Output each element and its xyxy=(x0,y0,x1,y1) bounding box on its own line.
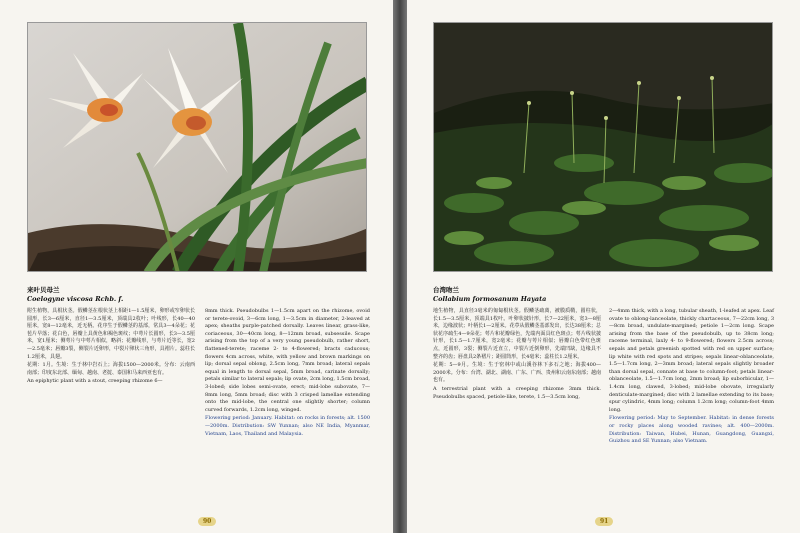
flowering-habitat-paragraph: Flowering period: May to September. Habitat: in dense forests or rocky places along wooded ravines; alt. 400—2000m. Distribution: Taiwan, Hubei, Hunan, Guangdong, Guangxi, Guizhou and SE Yunnan; also Vietnam. xyxy=(609,415,774,445)
orchid-flower-photo xyxy=(27,22,367,272)
species-latin-name: Coelogyne viscosa Rchb. f. xyxy=(27,295,124,303)
book-gutter xyxy=(393,0,407,533)
description-paragraph: 地生植物，具直径3毫米的匍匐根状茎。假鳞茎疏离，被膜质鞘，圆柱状，长1.5—3.5厘米，顶端具1枚叶。叶卵状披针形，长7—22厘米，宽3—8厘米，边缘波状；叶柄长1—2厘米。花葶从假鳞茎基部发出，长达38厘米；总状花序疏生4—9朵花；萼片和花瓣绿色，先端内面具红色斑点；萼片线状披针形，长1.5—1.7厘米，宽2毫米；花瓣与萼片相似；唇瓣白色带红色斑点，近圆形，3裂；侧裂片近直立，中裂片近倒卵形，先端凹缺，边缘具不整齐的齿；唇盘具2条褶片；距圆筒形，长4毫米；蕊柱长1.2厘米。 xyxy=(433,308,601,360)
forest-floor-illustration xyxy=(434,23,773,272)
phenology-paragraph: 花期：1月。生境：生于林中岩石上；海拔1500—2000米。分布：云南西南部；印度东北部、缅甸、越南、老挝、泰国和马来西亚也有。 xyxy=(27,362,195,376)
orchid-habitat-photo xyxy=(433,22,773,272)
description-column-chinese xyxy=(433,308,601,402)
english-description: 8mm thick. Pseudobulbs 1—1.5cm apart on the rhizome, ovoid or terete-ovoid, 3—6cm long, 1—3.5cm in diameter, 2-leaved at apex; sheaths purple-patched dorsally. Leaves linear, grass-like, coriaceous, 30—40cm long, 8—12mm broad, subsessile. Scape arising from the top of a very young pseudobulb, rather short, flattened-terete; raceme 2- to 4-flowered; bracts caducous; flowers 4cm across, white, with yellow and brown markings on lip; dorsal sepal oblong, 2.5cm long, 7mm broad; lateral sepals equal in length to dorsal sepal, 5mm broad, carinate dorsally; petals similar to lateral sepals; lip ovate, 2cm long, 1.5cm broad, 3-lobed; side lobes semi-ovate, erect; mid-lobe subovate, 7—8mm long, 5mm broad; disc with 3 crisped lamellae extending onto the mid-lobe, the central one slightly shorter; column curved forwards, 1.2cm long, winged. xyxy=(205,308,370,413)
orchid-flower-illustration xyxy=(28,23,367,272)
english-description-start: An epiphytic plant with a stout, creeping rhizome 6— xyxy=(27,378,163,385)
english-description-start: A terrestrial plant with a creeping rhizome 3mm thick. Pseudobulbs spaced, petiole-like, terete, 1.5—3.5cm long, xyxy=(433,385,601,400)
left-page xyxy=(0,0,393,533)
species-chinese-name: 来叶贝母兰 xyxy=(27,286,60,294)
page-number: 90 xyxy=(198,517,216,526)
english-description: 2—4mm thick, with a long, tubular sheath, 1-leafed at apex. Leaf ovate to oblong-lanceolate, thickly chartaceous, 7—22cm long, 3—8cm broad, undulate-margined; petiole 1—2cm long. Scape arising from the base of the pseudobulb, up to 38cm long; raceme terminal, laxly 4- to 9-flowered; flowers 2.5cm across; sepals and petals greenish spotted with red on upper surface; lip white with red spots and stripes; sepals linear-oblanceolate, 1.5—1.7cm long, 2—3mm broad; lateral sepals slightly broader than dorsal sepal, connate at base to column-foot; petals linear-oblanceolate, 1.5—1.7cm long, 2mm broad; lip suborbicular, 1—1.4cm long, clawed, 3-lobed; mid-lobe obovate, irregularly denticulate-margined; disc with 2 lamellae extending to its base; spur cylindric, 4mm long; column 1.2cm long; column-foot 4mm long. xyxy=(609,308,774,413)
description-column-english xyxy=(609,308,774,447)
description-paragraph: 附生植物，具根状茎。假鳞茎在根状茎上相距1—1.5厘米，卵形或窄卵状长圆形，长3—6厘米，直径1—3.5厘米，顶端具2枚叶；叶线形，长40—40厘米，宽8—12毫米，近无柄。花序生于假鳞茎的基部，常具3—4朵花；花苞片早落；花白色，唇瓣上具黄色和褐色斑纹；中萼片长圆形，长3—3.5厘米，宽1厘米；侧萼片与中萼片相似，略斜；花瓣线形，与萼片近等长，宽2—2.5毫米；唇瓣3裂，侧裂片近卵形，中裂片卵状三角形，具褶片。蕊柱长1.2厘米，具翅。 xyxy=(27,308,195,360)
species-chinese-name: 台湾吻兰 xyxy=(433,286,459,294)
description-column-chinese xyxy=(27,308,195,387)
right-page xyxy=(407,0,800,533)
species-latin-name: Collabium formosanum Hayata xyxy=(433,295,547,303)
phenology-paragraph: 花期：5—9月。生境：生于密林中或山溪谷林下多石之地；海拔400—2000米。分布：台湾、湖北、湖南、广东、广西、贵州和云南东南部；越南也有。 xyxy=(433,362,601,384)
flowering-habitat-paragraph: Flowering period: January. Habitat: on rocks in forests; alt. 1500—2000m. Distribution: SW Yunnan; also NE India, Myanmar, Vietnam, Laos, Thailand and Malaysia. xyxy=(205,415,370,437)
page-number: 91 xyxy=(595,517,613,526)
description-column-english xyxy=(205,308,370,439)
